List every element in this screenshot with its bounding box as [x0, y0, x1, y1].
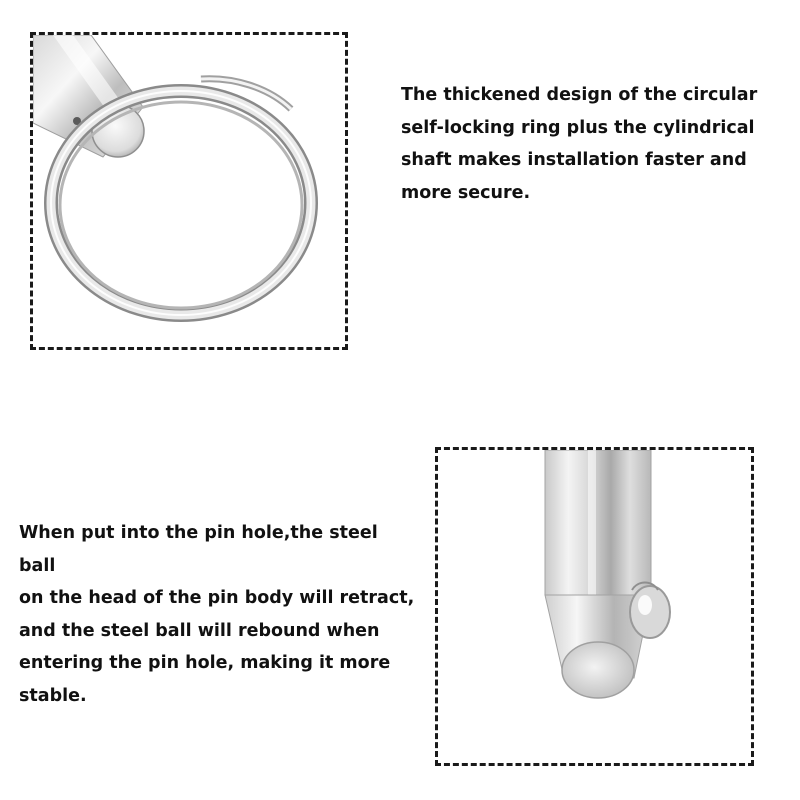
- caption-line: stable.: [19, 685, 87, 706]
- ring-pin-photo-frame: [30, 32, 348, 350]
- ring-description: [401, 79, 781, 209]
- caption-line: self-locking ring plus the cylindrical: [401, 117, 755, 138]
- caption-line: When put into the pin hole,the steel ball: [19, 523, 378, 576]
- caption-line: more secure.: [401, 182, 531, 203]
- caption-line: on the head of the pin body will retract,: [19, 588, 415, 608]
- pin-head-photo-frame: [435, 447, 754, 766]
- pin-head-photo: [438, 450, 751, 763]
- split-ring: [51, 79, 311, 315]
- caption-line: The thickened design of the circular: [401, 85, 758, 105]
- caption-line: entering the pin hole, making it more: [19, 653, 391, 673]
- ring-pin-photo: [33, 35, 345, 347]
- caption-line: and the steel ball will rebound when: [19, 620, 380, 641]
- steel-ball-description: [19, 517, 419, 712]
- caption-line: shaft makes installation faster and: [401, 150, 747, 170]
- pin-tip: [545, 450, 651, 698]
